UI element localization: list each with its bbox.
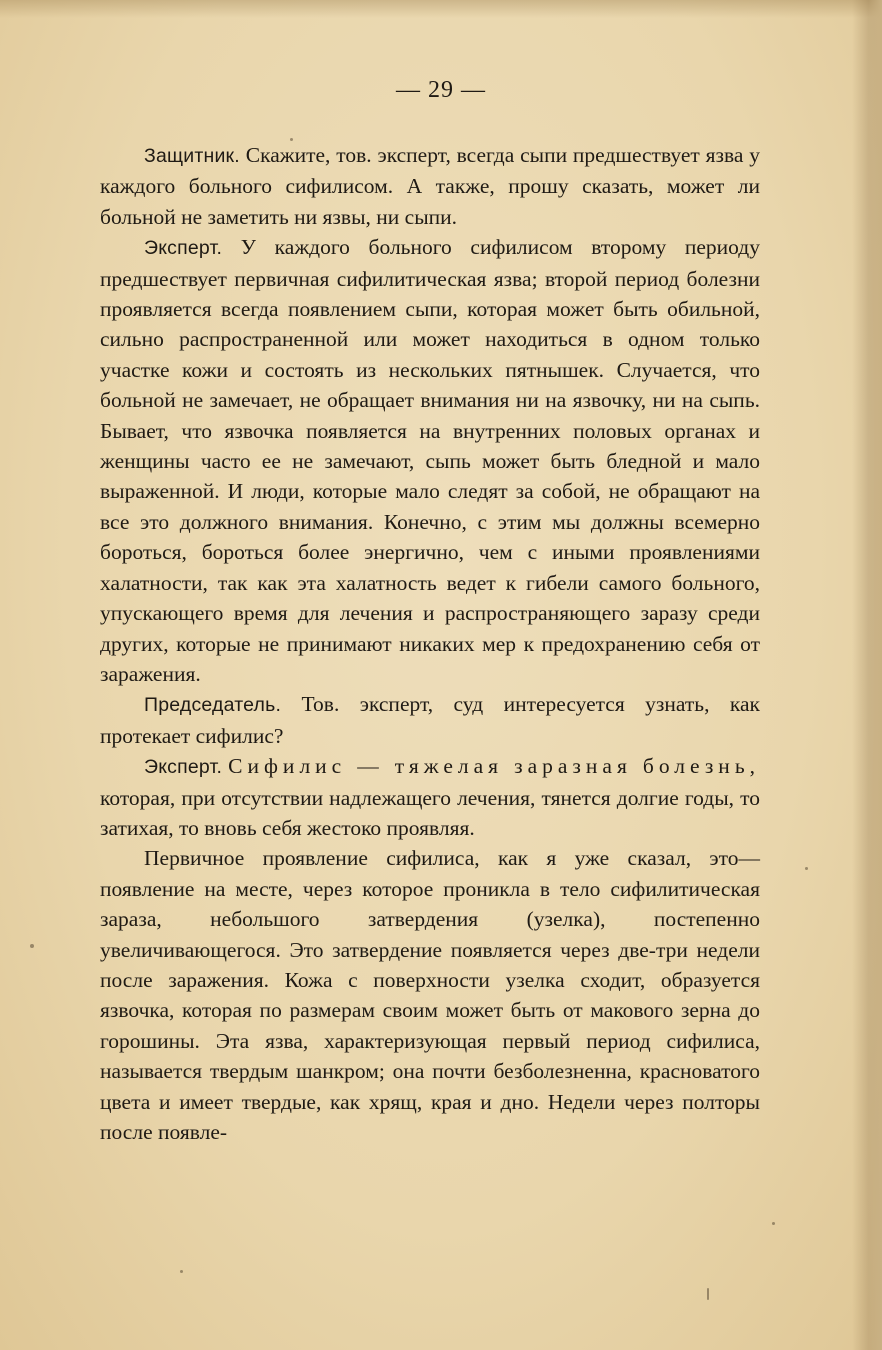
paragraph-expert-definition: [100, 751, 760, 843]
paragraph-text: У каждого больного сифилисом второму периоду предшествует первичная сифилитическая язва; второй период болезни проявляется всегда появлением сыпи, которая может быть обильной, сильно распространенной или может находиться в одном только участке кожи и состоять из нескольких пятнышек. Случается, что больной не замечает, не обращает внимания ни на язвочку, ни на сыпь. Бывает, что язвочка появляется на внутренних половых органах и женщины часто ее не замечают, сыпь может быть бледной и мало выраженной. И люди, которые мало следят за собой, не обращают на все это должного внимания. Конечно, с этим мы должны всемерно бороться, бороться более энергично, чем с иными проявлениями халатности, так как эта халатность ведет к гибели самого больного, упускающего время для лечения и распространяющего заразу среди других, которые не принимают никаких мер к предохранению себя от заражения.: [100, 235, 760, 686]
speaker-label: Эксперт.: [144, 237, 223, 260]
paper-speck: [772, 1222, 775, 1225]
paragraph-text: Скажите, тов. эксперт, всегда сыпи предшествует язва у каждого больного сифилисом. А также, прошу сказать, может ли больной не заметить ни язвы, ни сыпи.: [100, 143, 760, 229]
page-text: [100, 140, 760, 1147]
paragraph-text: Первичное проявление сифилиса, как я уже сказал, это—появление на месте, через которое проникла в тело сифилитическая зараза, небольшого затвердения (узелка), постепенно увеличивающегося. Это затвердение появляется через две-три недели после заражения. Кожа с поверхности узелка сходит, образуется язвочка, которая по размерам своим может быть от макового зерна до горошины. Эта язва, характеризующая первый период сифилиса, называется твердым шанкром; она почти безболезненна, красноватого цвета и имеет твердые, как хрящ, края и дно. Недели через полторы после появле-: [100, 846, 760, 1144]
paragraph-defender: [100, 140, 760, 232]
paragraph-chairman: [100, 689, 760, 751]
paper-speck: [805, 867, 808, 870]
speaker-label: Председатель.: [144, 694, 282, 717]
paragraph-text: которая, при отсутствии надлежащего лечения, тянется долгие годы, то затихая, то вновь себя жестоко проявляя.: [100, 785, 760, 840]
paragraph-expert: [100, 232, 760, 689]
page-number: — 29 —: [396, 77, 486, 103]
page-edge-shadow: [852, 0, 882, 1350]
paper-speck: [290, 138, 293, 141]
speaker-label: Эксперт.: [144, 756, 223, 779]
paper-speck: [180, 1270, 183, 1273]
paper-speck: [707, 1288, 709, 1300]
paragraph-primary-manifestation: [100, 843, 760, 1147]
paper-speck: [30, 944, 34, 948]
page-top-shadow: [0, 0, 882, 18]
spaced-definition: Сифилис — тяжелая заразная болезнь,: [228, 754, 760, 779]
speaker-label: Защитник.: [144, 145, 240, 167]
paragraph-text: Тов. эксперт, суд интересуется узнать, как протекает сифилис?: [100, 692, 760, 748]
